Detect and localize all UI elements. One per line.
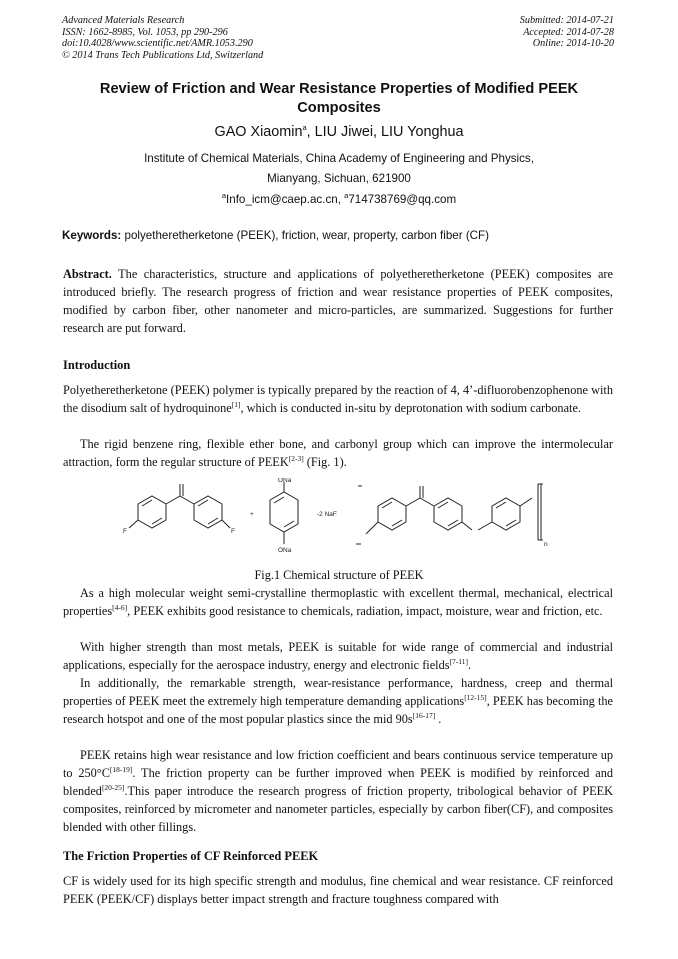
- dates-header: [520, 15, 614, 50]
- intro-p2-text-a: The rigid benzene ring, flexible ether bone, and carbonyl group which can improve the intermolecular attraction, form the regular structure of PEEK: [63, 437, 613, 470]
- email-1: Info_icm@caep.ac.cn,: [226, 193, 345, 206]
- peek-chemical-structure-figure: [120, 478, 560, 558]
- intro-paragraph-5: [63, 674, 613, 728]
- ona-label-bottom: ONa: [278, 547, 292, 554]
- intro-paragraph-6: [63, 746, 613, 836]
- ref-4-6: [4-6]: [112, 603, 128, 612]
- ref-2-3: [2-3]: [288, 454, 304, 463]
- fluorine-label-left: F: [123, 528, 127, 535]
- intro-p3-text-b: , PEEK exhibits good resistance to chemicals, radiation, impact, moisture, wear and friction, etc.: [127, 604, 603, 619]
- intro-paragraph-1: [63, 381, 613, 417]
- accepted-date: Accepted: 2014-07-28: [523, 26, 614, 38]
- figure-1-caption: Fig.1 Chemical structure of PEEK: [254, 568, 424, 582]
- benzene-ring-1: [138, 496, 166, 528]
- intro-p4-text-b: .: [468, 658, 472, 673]
- intro-p6-text-a: PEEK retains high wear resistance and low friction coefficient and bears continuous service temperature up to 250°C: [63, 748, 613, 781]
- ref-7-11: [7-11]: [449, 657, 468, 666]
- ona-label-top: ONa: [278, 478, 292, 484]
- issn-line: ISSN: 1662-8985, Vol. 1053, pp 290-296: [62, 26, 228, 38]
- abstract-text: The characteristics, structure and applications of polyetheretherketone (PEEK) composites are introduced briefly. The research progress of friction and wear resistance properties of PEEK composites, modified by carbon fiber, other nanometer and micro-particles, are summarized. Suggestions for further research are put forward.: [63, 267, 613, 336]
- plus-sign: +: [250, 511, 254, 518]
- author-1-sup: a: [302, 123, 307, 133]
- email-1-sup: a: [221, 191, 227, 201]
- intro-p6-text-c: .This paper introduce the research progress of friction property, tribological behavior of PEEK composites, reinforced by micrometer and nanometer particles, especially by carbon fiber(CF), and composites blended with other fillings.: [63, 784, 613, 835]
- intro-p5-text-a: In additionally, the remarkable strength, wear-resistance performance, hardness, creep and thermal properties of PEEK meet the extremely high temperature demanding applications: [63, 676, 613, 709]
- benzene-ring-4: [378, 498, 406, 530]
- benzene-ring-3: [270, 492, 298, 532]
- benzene-ring-6: [492, 498, 520, 530]
- keywords-line: [62, 229, 622, 242]
- intro-p6-text-b: . The friction property can be further improved when PEEK is modified by reinforced and blended: [63, 766, 613, 799]
- benzene-ring-2: [194, 496, 222, 528]
- doi-line: doi:10.4028/www.scientific.net/AMR.1053.290: [62, 38, 253, 50]
- author-line: [62, 124, 616, 140]
- email-line: [62, 193, 616, 206]
- online-date: Online: 2014-10-20: [532, 38, 614, 50]
- reagent-label: -2 NaF: [317, 511, 337, 518]
- benzene-ring-5: [434, 498, 462, 530]
- abstract-label: Abstract.: [63, 267, 112, 281]
- copyright-line: © 2014 Trans Tech Publications Ltd, Switzerland: [62, 49, 264, 61]
- ref-18-19: [18-19]: [109, 765, 133, 774]
- ref-1: [1]: [231, 400, 241, 409]
- intro-p5-text-c: .: [435, 712, 442, 727]
- repeat-unit-n: n: [544, 541, 548, 548]
- author-others: , LIU Jiwei, LIU Yonghua: [306, 124, 464, 140]
- submitted-date: Submitted: 2014-07-21: [519, 15, 614, 26]
- introduction-heading: Introduction: [63, 358, 131, 372]
- keywords-label: Keywords:: [62, 229, 122, 242]
- intro-p1-text-a: Polyetheretherketone (PEEK) polymer is typically prepared by the reaction of 4, 4’-difluorobenzophenone with the disodium salt of hydroquinone: [63, 383, 613, 416]
- ref-20-25: [20-25]: [101, 783, 125, 793]
- email-2: 714738769@qq.com: [348, 193, 457, 206]
- affiliation-line-1: Institute of Chemical Materials, China Academy of Engineering and Physics,: [144, 152, 534, 165]
- keywords-text: polyetheretherketone (PEEK), friction, wear, property, carbon fiber (CF): [121, 229, 490, 242]
- ref-16-17: [16-17]: [412, 711, 436, 721]
- intro-p3-text-a: As a high molecular weight semi-crystalline thermoplastic with excellent thermal, mechanical, electrical properties: [63, 586, 613, 619]
- intro-paragraph-4: [63, 638, 613, 674]
- email-2-sup: a: [344, 191, 349, 201]
- section-2-paragraph-1: CF is widely used for its high specific strength and modulus, fine chemical and wear resistance. CF reinforced PEEK (PEEK/CF) displays better impact strength and fracture toughness compared with: [63, 874, 613, 907]
- paper-title: Review of Friction and Wear Resistance Properties of Modified PEEK Composites: [99, 81, 579, 116]
- intro-p5-text-b: , PEEK has becoming the research hotspot and one of the most popular plastics since the mid 90s: [63, 694, 613, 727]
- journal-name: Advanced Materials Research: [62, 15, 185, 26]
- abstract-paragraph: [63, 265, 613, 337]
- intro-paragraph-3: [63, 584, 613, 620]
- journal-header: [62, 15, 263, 61]
- ref-12-15: [12-15]: [464, 693, 487, 702]
- fluorine-label-right: F: [231, 528, 235, 535]
- intro-p4-text-a: With higher strength than most metals, PEEK is suitable for wide range of commercial and industrial applications, especially for the aerospace industry, energy and electronic fields: [63, 640, 613, 673]
- intro-paragraph-2: [63, 435, 613, 471]
- affiliation-line-2: Mianyang, Sichuan, 621900: [267, 172, 411, 185]
- intro-p1-text-b: , which is conducted in-situ by deprotonation with sodium carbonate.: [240, 401, 581, 416]
- section-2-heading: The Friction Properties of CF Reinforced PEEK: [63, 849, 319, 863]
- intro-p2-text-b: (Fig. 1).: [303, 455, 347, 470]
- author-1: GAO Xiaomin: [214, 124, 303, 140]
